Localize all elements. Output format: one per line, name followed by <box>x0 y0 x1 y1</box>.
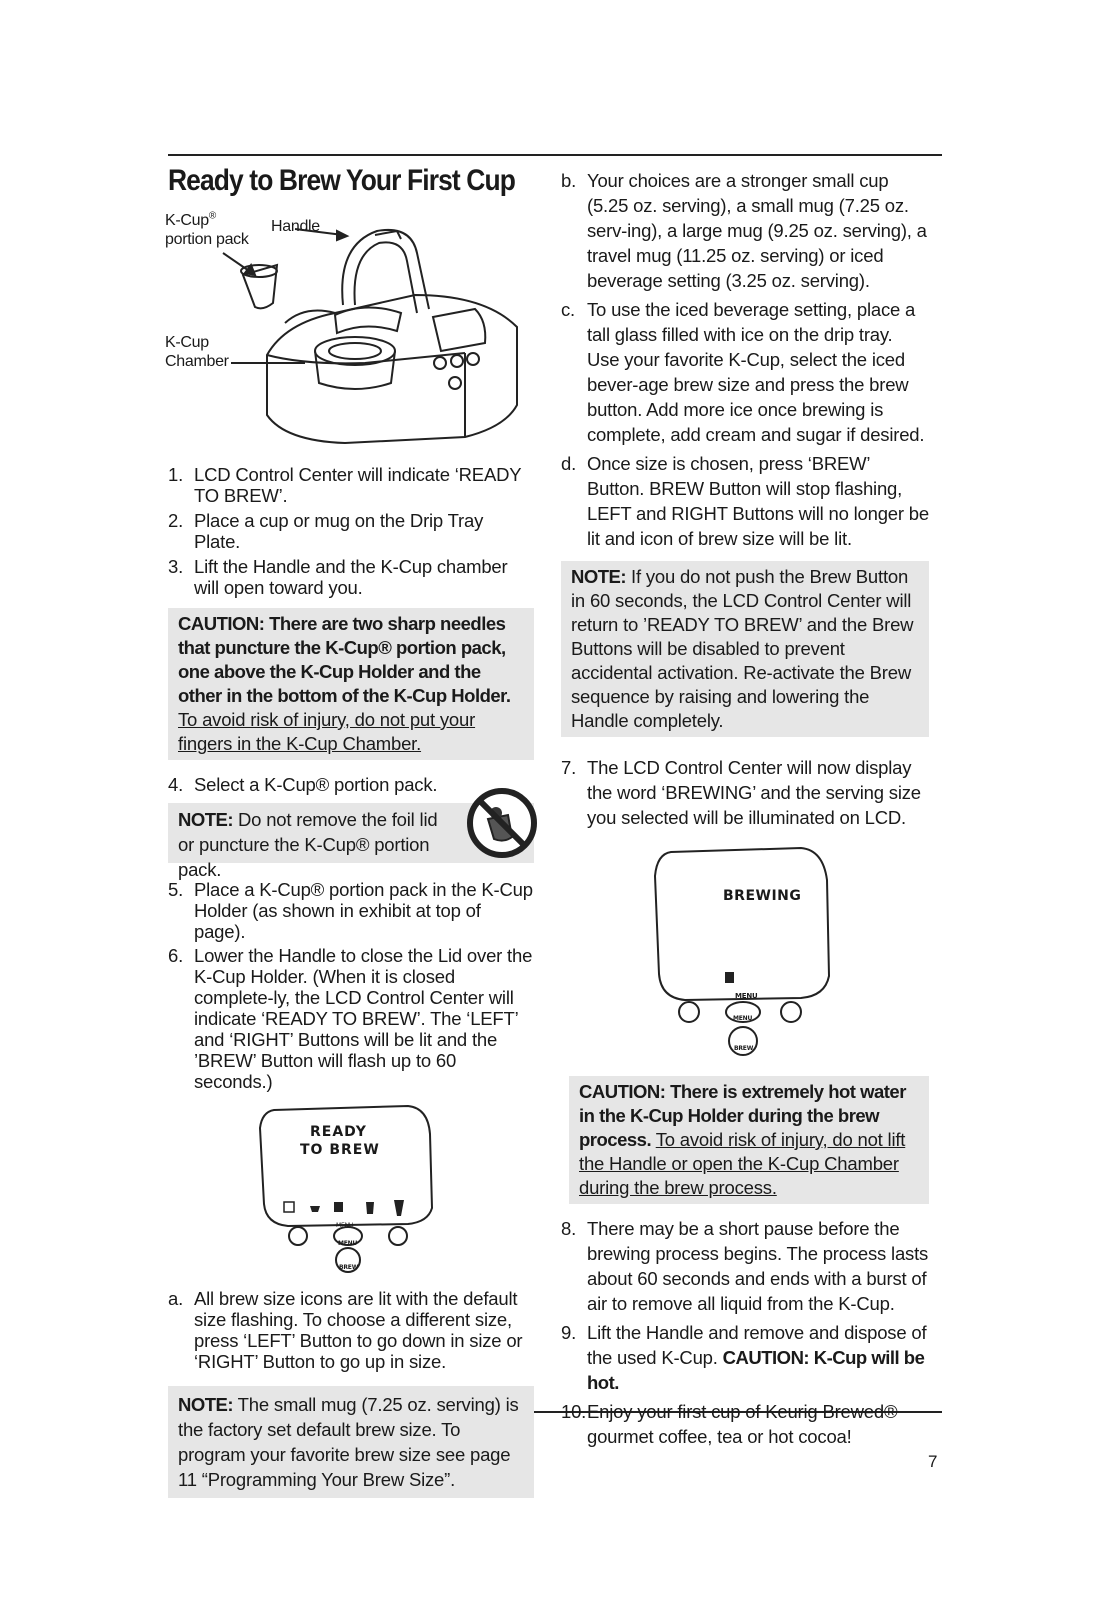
display-ready-line1: READY <box>310 1124 367 1140</box>
step-c: c. To use the iced beverage setting, place a tall glass filled with ice on the drip tray. Use your favorite K-Cup, select the iced bever-age brew size and press the brew button. Add more ice once brewing is complete, add cream and sugar if desired. <box>561 299 925 445</box>
step-9: 9. Lift the Handle and remove and dispose of the used K-Cup. CAUTION: K-Cup will be hot. <box>561 1322 927 1393</box>
note-brew-timeout: NOTE: If you do not push the Brew Button in 60 seconds, the LCD Control Center will return to ’READY TO BREW’ and the Brew Buttons will be disabled to prevent accidental activation. Re-activate the Brew sequence by raising and lowering the Handle completely. <box>561 561 929 737</box>
lcd-display-ready <box>258 1104 458 1276</box>
no-puncture-icon <box>464 785 540 861</box>
handle-label: Handle <box>271 218 320 235</box>
display-brewing-menu-button: MENU <box>733 1015 753 1022</box>
display-ready-menu-button: MENU <box>338 1240 358 1247</box>
step-10: 10. Enjoy your first cup of Keurig Brewed® gourmet coffee, tea or hot cocoa! <box>561 1401 898 1447</box>
display-brewing-text: BREWING <box>723 888 802 904</box>
chamber-label: K-Cup Chamber <box>165 334 229 370</box>
page-number: 7 <box>928 1452 938 1471</box>
step-1: 1. LCD Control Center will indicate ‘READY TO BREW’. <box>168 464 522 506</box>
top-rule <box>168 154 942 156</box>
step-8: 8. There may be a short pause before the brewing process begins. The process lasts about 60 seconds and ends with a burst of air to remove all liquid from the K-Cup. <box>561 1218 929 1314</box>
brewer-diagram <box>165 205 535 455</box>
display-ready-brew-button: BREW <box>339 1264 359 1271</box>
lcd-display-brewing <box>651 846 851 1066</box>
page-title: Ready to Brew Your First Cup <box>168 164 515 197</box>
caution-hot-water: CAUTION: There is extremely hot water in the K-Cup Holder during the brew process. To avoid risk of injury, do not lift the Handle or open the K-Cup Chamber during the brew process. <box>569 1076 929 1204</box>
brewer-illustration <box>165 205 535 455</box>
left-column <box>168 464 534 1498</box>
display-ready-line2: TO BREW <box>300 1142 380 1158</box>
step-4: 4. Select a K-Cup® portion pack. <box>168 774 438 795</box>
note-foil-lid: NOTE: Do not remove the foil lid or puncture the K-Cup® portion pack. <box>168 803 534 863</box>
step-3: 3. Lift the Handle and the K-Cup chamber will open toward you. <box>168 556 508 598</box>
display-brewing-brew-button: BREW <box>734 1045 754 1052</box>
display-brewing-menu-label: MENU <box>735 992 758 1000</box>
kcup-label: K-Cup® portion pack <box>165 210 249 248</box>
step-a: a. All brew size icons are lit with the default size flashing. To choose a different size, press ‘LEFT’ Button to go down in size or ‘RIGHT’ Button to go up in size. <box>168 1288 523 1372</box>
step-7: 7. The LCD Control Center will now display the word ‘BREWING’ and the serving size you selected will be illuminated on LCD. <box>561 757 921 828</box>
step-b: b. Your choices are a stronger small cup (5.25 oz. serving), a small mug (7.25 oz. serv-ing), a large mug (9.25 oz. serving), a travel mug (11.25 oz. serving) or iced beverage setting (3.25 oz. serving). <box>561 170 927 291</box>
step-2: 2. Place a cup or mug on the Drip Tray Plate. <box>168 510 484 552</box>
step-5: 5. Place a K-Cup® portion pack in the K-Cup Holder (as shown in exhibit at top of page). <box>168 879 533 942</box>
step-d: d. Once size is chosen, press ‘BREW’ Button. BREW Button will stop flashing, LEFT and RIGHT Buttons will no longer be lit and icon of brew size will be lit. <box>561 453 929 549</box>
note-default-size: NOTE: The small mug (7.25 oz. serving) is the factory set default brew size. To program your favorite brew size see page 11 “Programming Your Brew Size”. <box>168 1386 534 1498</box>
caution-needles: CAUTION: There are two sharp needles that puncture the K-Cup® portion pack, one above the K-Cup Holder and the other in the bottom of the K-Cup Holder. To avoid risk of injury, do not put your fingers in the K-Cup Chamber. <box>168 608 534 760</box>
right-column <box>561 168 929 1449</box>
display-ready-menu-label: MENU <box>336 1222 354 1229</box>
step-6: 6. Lower the Handle to close the Lid over the K-Cup Holder. (When it is closed complete-ly, the LCD Control Center will indicate ‘READY TO BREW’. The ‘LEFT’ and ‘RIGHT’ Buttons will be lit and the ’BREW’ Button will flash up to 60 seconds.) <box>168 945 533 1092</box>
